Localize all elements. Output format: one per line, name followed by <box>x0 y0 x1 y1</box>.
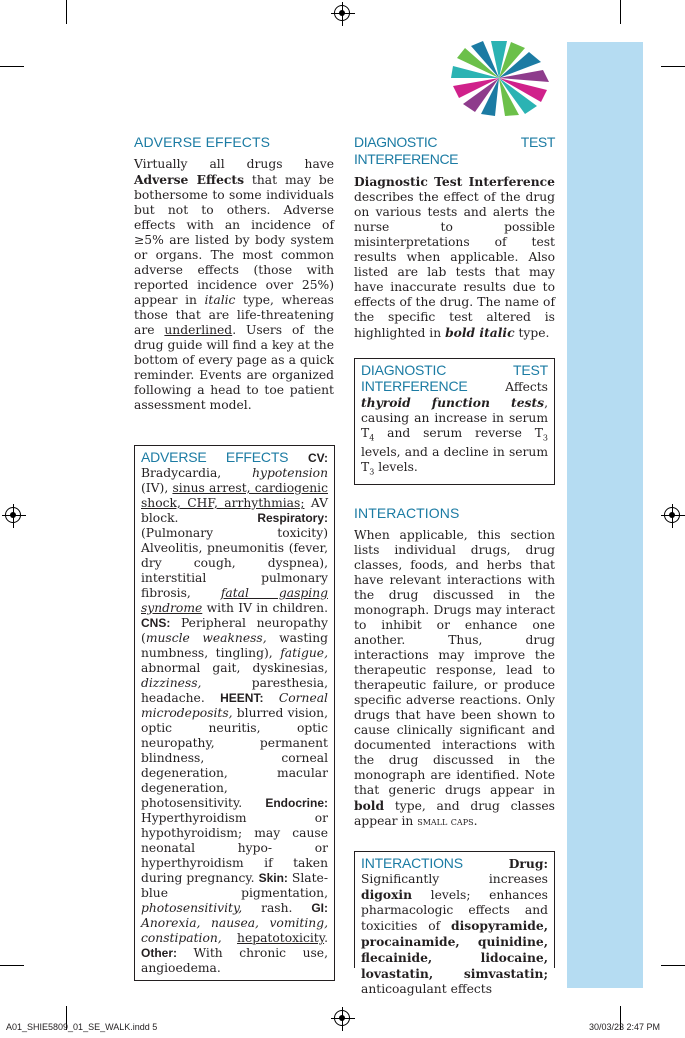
timestamp: 30/03/23 2:47 PM <box>589 1022 661 1032</box>
text-run: hypotension <box>252 466 328 480</box>
diagnostic-test-heading: DIAGNOSTIC TEST INTERFERENCE <box>354 134 555 167</box>
text-run: Other: <box>141 946 177 960</box>
text-run: disopyramide, procainamide, quinidine, flecainide, lidocaine, lovastatin, simvastatin; <box>361 917 548 981</box>
starburst-logo-icon <box>448 41 550 116</box>
file-label: A01_SHIE5809_01_SE_WALK.indd 5 <box>6 1022 158 1032</box>
registration-mark-icon <box>334 5 350 21</box>
text-run: hepatotoxicity <box>237 931 325 945</box>
text-run: CNS: <box>141 616 171 630</box>
text-run: muscle weakness, <box>145 631 267 645</box>
interactions-intro: When applicable, this section lists individual drugs, drug classes, foods, and herbs that have relevant interactions with the drug discussed in the monograph. Drugs may interact to inhibit or enhance one another. Thus, drug interactions may improve the therapeutic response, lead to therapeutic failure, or produce specific adverse reactions. Only drugs that have been shown to cause clinically significant and documented interactions with the drug discussed in the monograph are identified. Note that generic drugs appear in bold type, and drug classes appear in small caps. <box>354 527 555 828</box>
text-run: small caps <box>417 814 474 828</box>
text-run: thyroid function tests <box>361 395 545 410</box>
crop-mark <box>620 0 621 24</box>
text-run: Corneal microdeposits, <box>141 691 328 720</box>
adverse-effects-example-box: ADVERSE EFFECTS CV: Bradycardia, hypotension (IV), sinus arrest, cardiogenic shock, CHF, arrhythmias; AV block. Respiratory: (Pulmonary toxicity) Alveolitis, pneumonitis (fever, dry cough, dyspnea), interstitial pulmonary fibrosis, fatal gasping syndrome with IV in children. CNS: Peripheral neuropathy (muscle weakness, wasting numbness, tingling), fatigue, abnormal gait, dyskinesias, dizziness, paresthesia, headache. HEENT: Corneal microdeposits, blurred vision, optic neuritis, optic neuropathy, permanent blindness, corneal degeneration, macular degeneration, photosensitivity. Endocrine: Hyperthyroidism or hypothyroidism; may cause neonatal hypo- or hyperthyroidism if taken during pregnancy. Skin: Slate-blue pigmentation, photosensitivity, rash. GI: Anorexia, nausea, vomiting, constipation, hepatotoxicity. Other: With chronic use, angioedema. <box>134 445 335 981</box>
text-run: photosensitivity, <box>141 901 243 915</box>
registration-mark-icon <box>334 1010 350 1026</box>
text-run: DIAGNOSTIC TEST INTERFERENCE <box>361 362 548 394</box>
crop-mark <box>661 965 685 966</box>
text-run: Diagnostic Test Interference <box>354 174 555 189</box>
text-run: dizziness, <box>141 676 202 690</box>
crop-mark <box>0 965 24 966</box>
crop-mark <box>661 66 685 67</box>
diagnostic-test-intro: Diagnostic Test Interference describes the effect of the drug on various tests and alerts the nurse to possible misinterpretations of test results when applicable. Also listed are lab tests that may have inaccurate results due to effects of the drug. The name of the specific test altered is highlighted in bold italic type. <box>354 174 555 340</box>
diagnostic-test-example-box: DIAGNOSTIC TEST INTERFERENCE Affects thyroid function tests, causing an increase in serum $T_4$ and serum reverse $T_3$ levels, and a decline in serum $T_3$ levels. <box>354 358 555 485</box>
text-run: Anorexia, nausea, vomiting, constipation, <box>141 916 328 945</box>
text-run: italic <box>204 293 236 307</box>
text-run: Endocrine: <box>265 796 328 810</box>
side-color-bar <box>567 42 643 988</box>
adverse-effects-intro: Virtually all drugs have Adverse Effects that may be bothersome to some individuals but not to others. Adverse effects with an incidence of ≥5% are listed by body system or organs. The most common adverse effects (those with reported incidence over 25%) appear in italic type, whereas those that are life-threatening are underlined. Users of the drug guide will find a key at the bottom of every page as a quick reminder. Events are organized following a head to toe patient assessment model. <box>134 157 334 412</box>
interactions-heading: INTERACTIONS <box>354 504 460 521</box>
text-run: CV: <box>307 451 328 465</box>
text-run: underlined <box>164 323 233 337</box>
left-column <box>134 134 334 981</box>
text-run: digoxin <box>361 886 413 902</box>
text-run: 4 <box>369 433 375 443</box>
text-run: sinus arrest, cardiogenic shock, CHF, arrhythmias; <box>141 481 328 510</box>
registration-mark-icon <box>5 507 21 523</box>
text-run: INTERACTIONS <box>361 854 463 871</box>
crop-mark <box>0 66 24 67</box>
text-run: 3 <box>369 467 375 477</box>
text-run: Skin: <box>258 871 288 885</box>
text-run: fatigue, <box>280 646 328 660</box>
text-run: Drug: <box>508 855 548 871</box>
interactions-example-box: INTERACTIONS Drug: Significantly increases digoxin levels; enhances pharmacologic effects and toxicities of disopyramide, procainamide, quinidine, flecainide, lidocaine, lovastatin, simvastatin; anticoagulant effects <box>354 851 555 968</box>
registration-mark-icon <box>664 507 680 523</box>
text-run: Adverse Effects <box>134 172 245 187</box>
text-run: Respiratory: <box>257 511 328 525</box>
right-column <box>354 134 555 996</box>
text-run: bold italic <box>445 325 515 340</box>
text-run: GI: <box>311 901 328 915</box>
text-run: fatal gasping syndrome <box>141 586 328 615</box>
adverse-effects-heading: ADVERSE EFFECTS <box>134 134 271 150</box>
crop-mark <box>66 0 67 24</box>
text-run: HEENT: <box>220 691 264 705</box>
text-run: ADVERSE EFFECTS <box>141 449 289 465</box>
text-run: 3 <box>542 433 548 443</box>
text-run: bold <box>354 797 385 813</box>
